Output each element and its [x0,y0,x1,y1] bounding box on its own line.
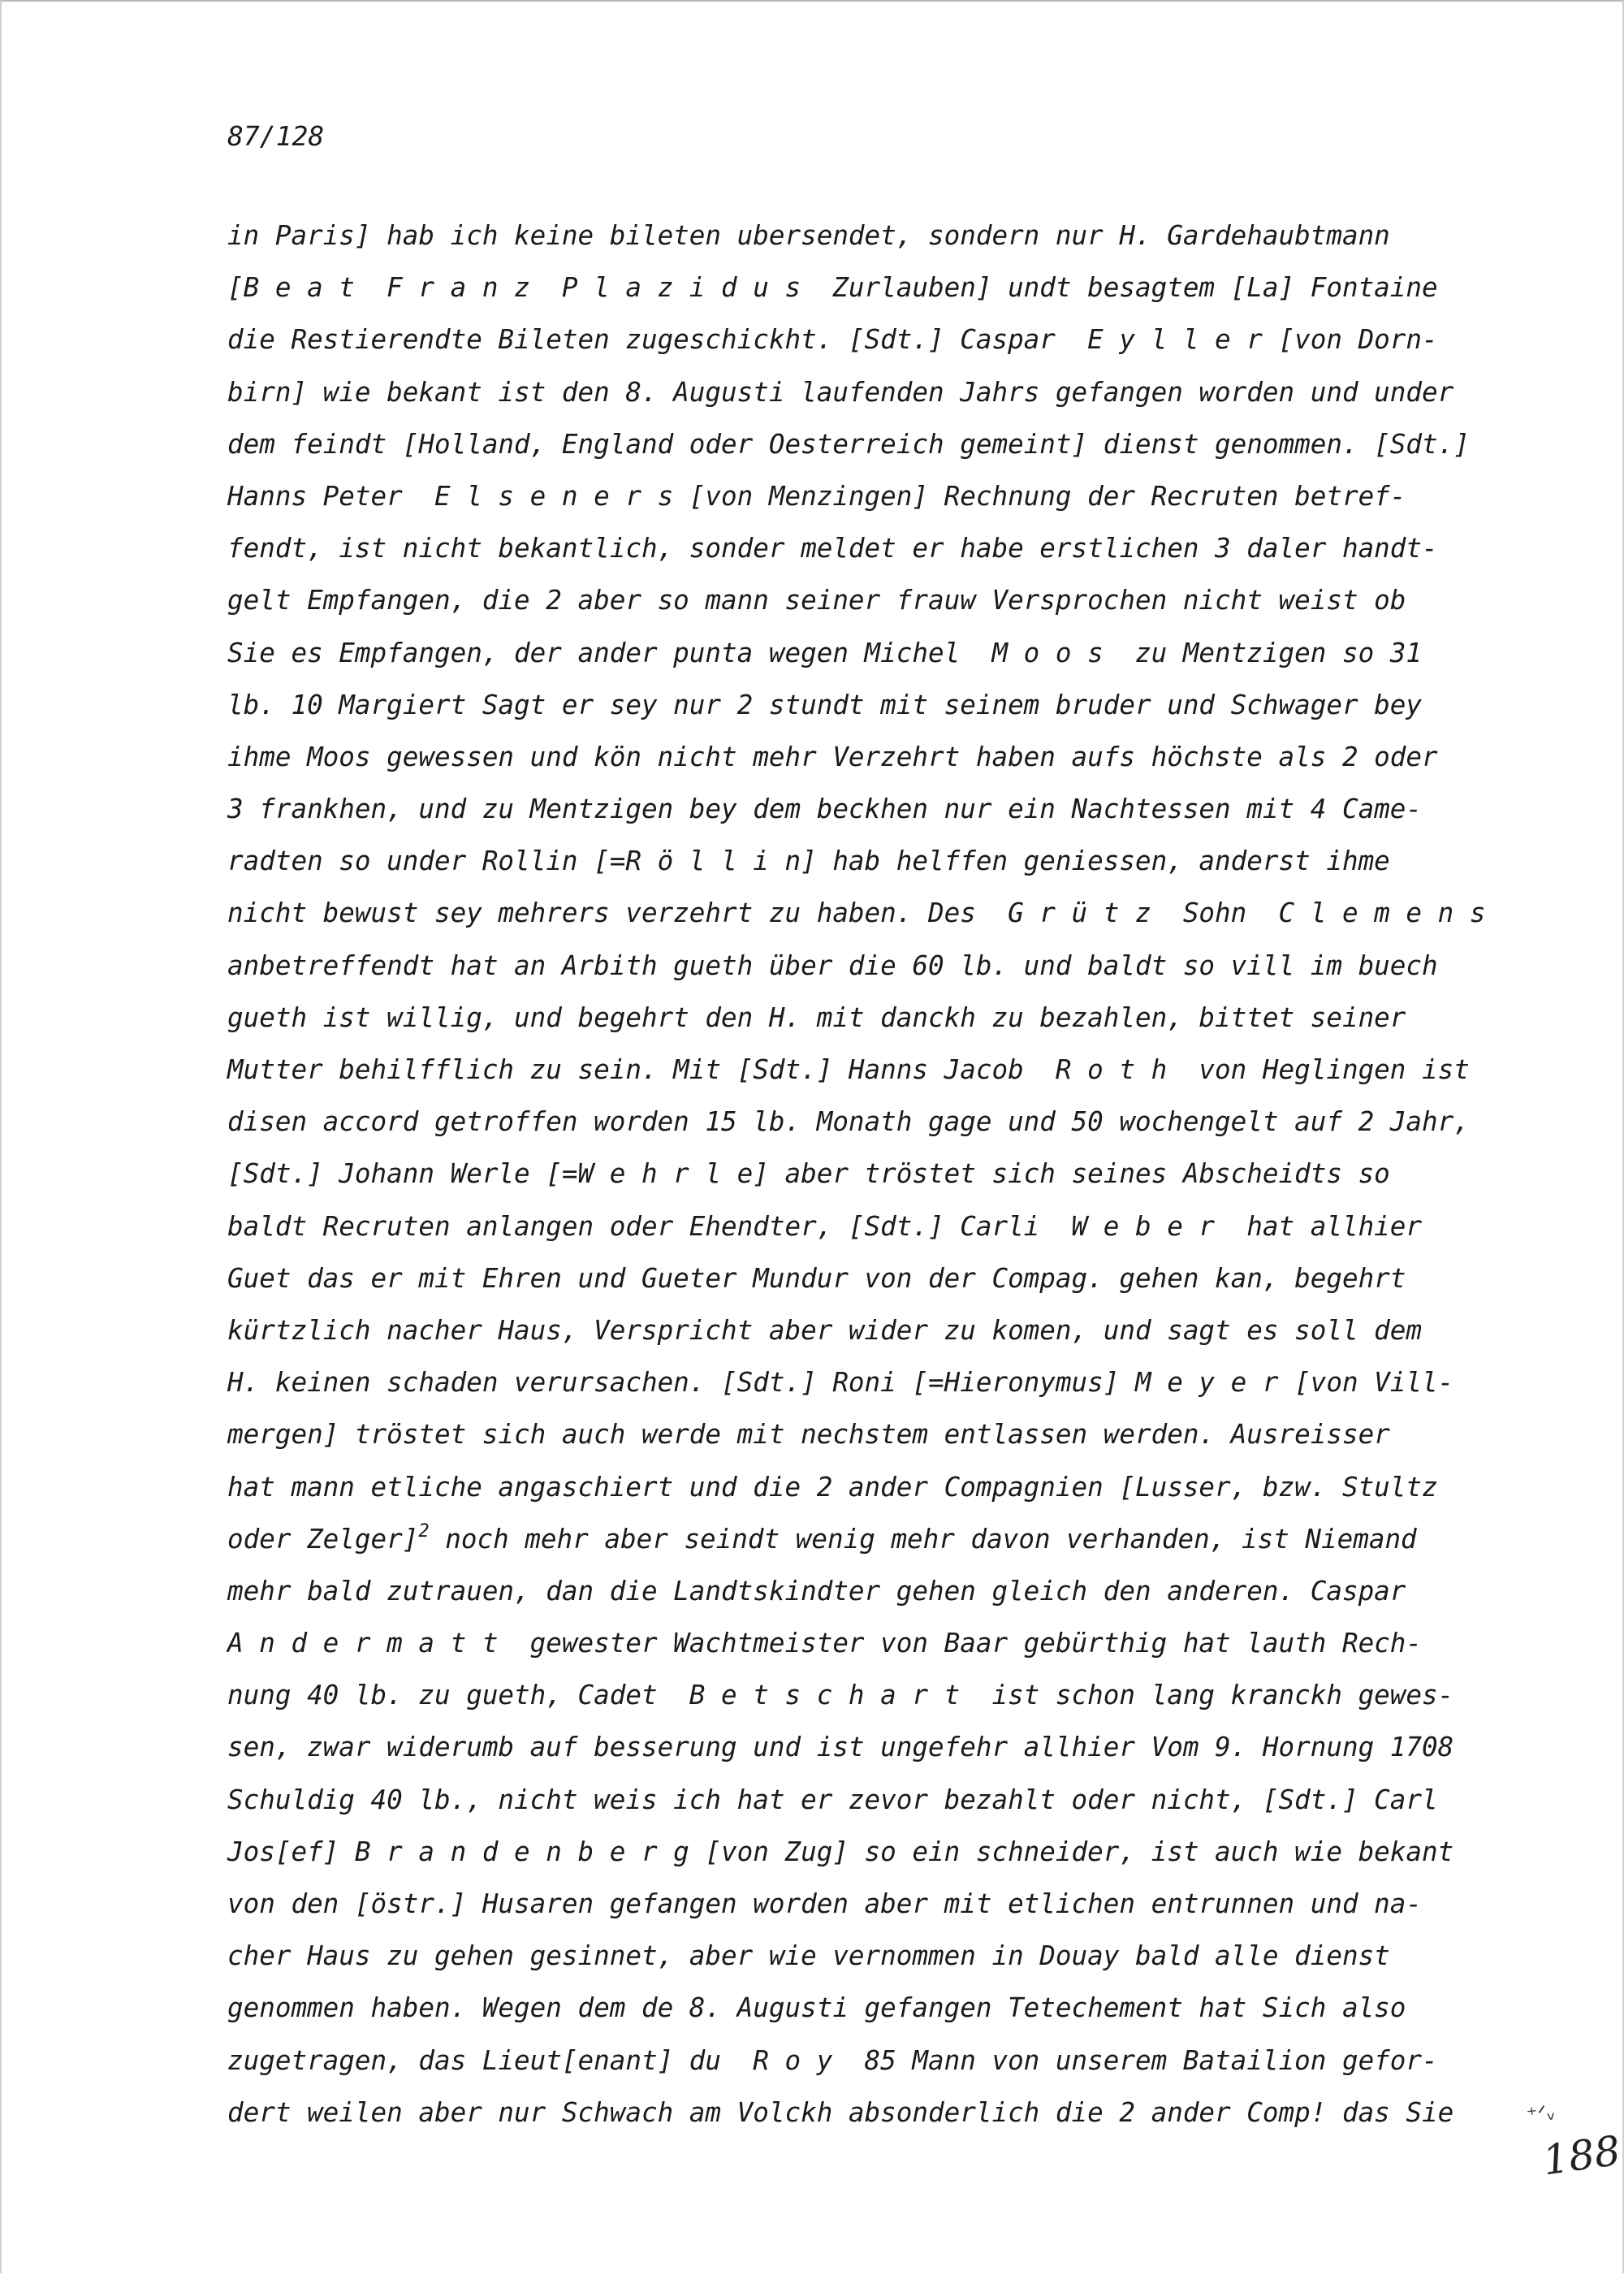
archive-stamp: ⁺ᐟᵥ [1525,2100,1557,2128]
text-line-17: Mutter behilfflich zu sein. Mit [Sdt.] Hanns Jacob R o t h von Heglingen ist [227,1054,1470,1085]
text-line-19: [Sdt.] Johann Werle [=W e h r l e] aber tröstet sich seines Abscheidts so [227,1158,1390,1190]
text-line-31: Schuldig 40 lb., nicht weis ich hat er zevor bezahlt oder nicht, [Sdt.] Carl [227,1784,1438,1815]
text-line-36: zugetragen, das Lieut[enant] du R o y 85 Mann von unserem Batailion gefor- [227,2044,1438,2076]
text-line-25: hat mann etliche angaschiert und die 2 ander Compagnien [Lusser, bzw. Stultz [227,1471,1438,1503]
text-line-23: H. keinen schaden verursachen. [Sdt.] Roni [=Hieronymus] M e y e r [von Vill- [227,1367,1454,1399]
text-line-11: ihme Moos gewessen und kön nicht mehr Verzehrt haben aufs höchste als 2 oder [227,741,1438,772]
text-line-27: mehr bald zutrauen, dan die Landtskindter gehen gleich den anderen. Caspar [227,1575,1406,1607]
text-line-24: mergen] tröstet sich auch werde mit nechstem entlassen werden. Ausreisser [227,1419,1390,1451]
text-line-13: radten so under Rollin [=R ö l l i n] hab helffen geniessen, anderst ihme [227,846,1390,877]
text-line-7: fendt, ist nicht bekantlich, sonder meldet er habe erstlichen 3 daler handt- [227,533,1438,564]
text-line-22: kürtzlich nacher Haus, Verspricht aber wider zu komen, und sagt es soll dem [227,1314,1423,1346]
text-line-20: baldt Recruten anlangen oder Ehendter, [Sdt.] Carli W e b e r hat allhier [227,1210,1423,1242]
text-line-29: nung 40 lb. zu gueth, Cadet B e t s c h a r t ist schon lang kranckh gewes- [227,1680,1454,1711]
text-line-32: Jos[ef] B r a n d e n b e r g [von Zug] so ein schneider, ist auch wie bekant [227,1836,1454,1867]
archive-folio-number: 188 [1540,2126,1624,2185]
text-line-15: anbetreffendt hat an Arbith gueth über die 60 lb. und baldt so vill im buech [227,949,1438,981]
text-line-9: Sie es Empfangen, der ander punta wegen Michel M o o s zu Mentzigen so 31 [227,637,1423,668]
text-line-16: gueth ist willig, und begehrt den H. mit danckh zu bezahlen, bittet seiner [227,1001,1406,1033]
text-line-3: die Restierendte Bileten zugeschickht. [Sdt.] Caspar E y l l e r [von Dorn- [227,324,1438,356]
text-line-26-start: oder Zelger] [227,1523,419,1555]
text-line-4: birn] wie bekant ist den 8. Augusti laufenden Jahrs gefangen worden und under [227,376,1454,408]
text-line-33: von den [östr.] Husaren gefangen worden aber mit etlichen entrunnen und na- [227,1888,1423,1919]
text-line-14: nicht bewust sey mehrers verzehrt zu haben. Des G r ü t z Sohn C l e m e n s [227,897,1486,929]
transcription-body [227,210,1575,2139]
text-line-12: 3 frankhen, und zu Mentzigen bey dem beckhen nur ein Nachtessen mit 4 Came- [227,794,1423,825]
text-line-6: Hanns Peter E l s e n e r s [von Menzingen] Rechnung der Recruten betref- [227,480,1406,512]
text-line-35: genommen haben. Wegen dem de 8. Augusti gefangen Tetechement hat Sich also [227,1992,1406,2024]
text-line-34: cher Haus zu gehen gesinnet, aber wie vernommen in Douay bald alle dienst [227,1940,1390,1972]
text-line-10: lb. 10 Margiert Sagt er sey nur 2 stundt mit seinem bruder und Schwager bey [227,689,1423,720]
text-line-30: sen, zwar widerumb auf besserung und ist ungefehr allhier Vom 9. Hornung 1708 [227,1732,1454,1763]
page-number: 87/128 [227,120,325,152]
text-line-8: gelt Empfangen, die 2 aber so mann seiner frauw Versprochen nicht weist ob [227,585,1406,616]
text-line-18: disen accord getroffen worden 15 lb. Monath gage und 50 wochengelt auf 2 Jahr, [227,1106,1470,1138]
text-line-28: A n d e r m a t t gewester Wachtmeister von Baar gebürthig hat lauth Rech- [227,1628,1423,1659]
text-line-1: in Paris] hab ich keine bileten ubersendet, sondern nur H. Gardehaubtmann [227,220,1390,251]
text-line-26-rest: noch mehr aber seindt wenig mehr davon verhanden, ist Niemand [429,1523,1417,1555]
text-line-21: Guet das er mit Ehren und Gueter Mundur von der Compag. gehen kan, begehrt [227,1262,1406,1294]
text-line-2: [B e a t F r a n z P l a z i d u s Zurlauben] undt besagtem [La] Fontaine [227,272,1438,304]
footnote-marker: 2 [418,1520,430,1542]
text-line-37: dert weilen aber nur Schwach am Volckh absonderlich die 2 ander Comp! das Sie [227,2096,1454,2128]
text-line-5: dem feindt [Holland, England oder Oesterreich gemeint] dienst genommen. [Sdt.] [227,428,1470,460]
text-line-26 [227,1513,1575,1565]
